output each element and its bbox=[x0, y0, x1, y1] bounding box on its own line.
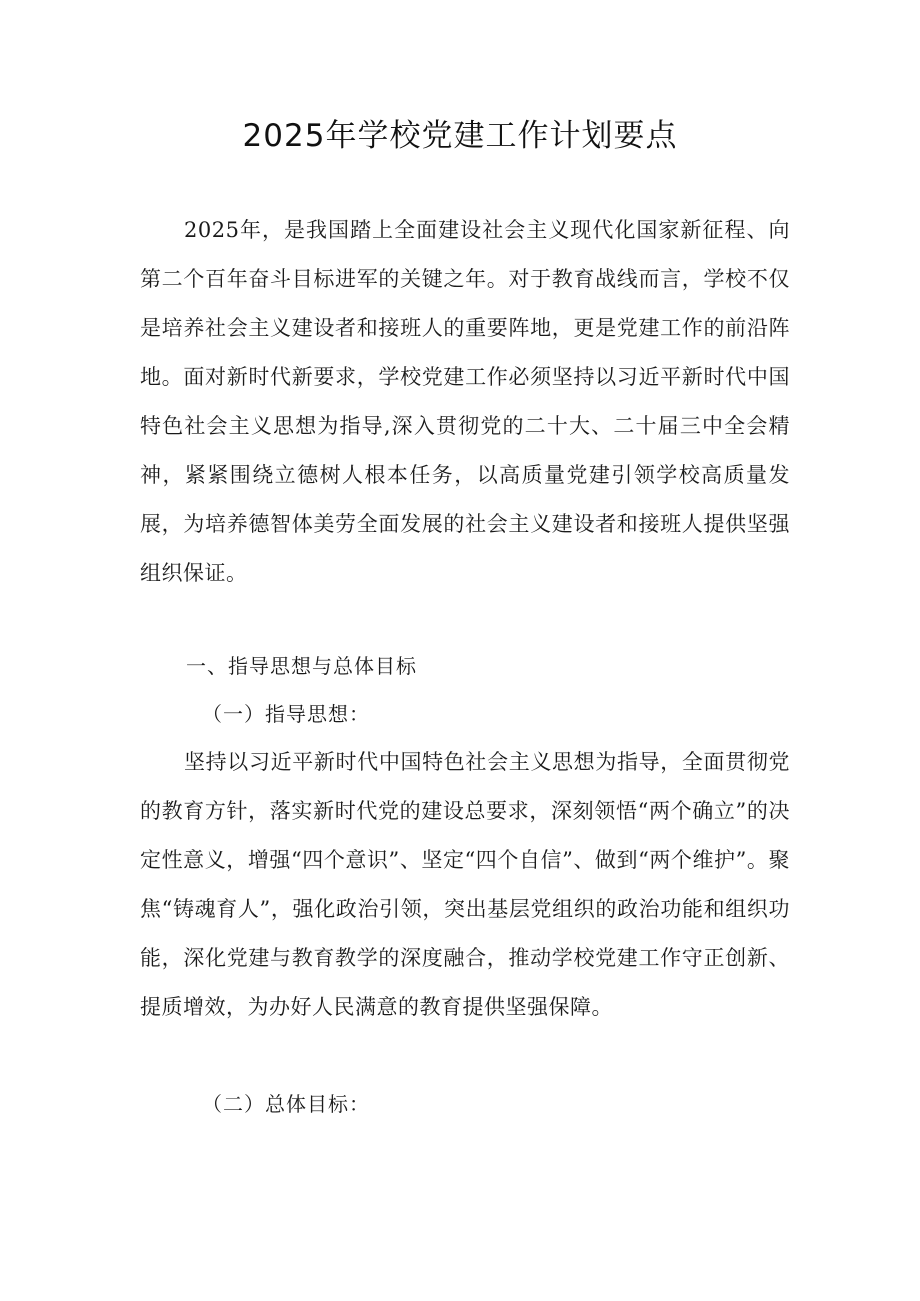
intro-paragraph: 2025年，是我国踏上全面建设社会主义现代化国家新征程、向第二个百年奋斗目标进军的关键之年。对于教育战线而言，学校不仅是培养社会主义建设者和接班人的重要阵地，更是党建工作的前沿阵地。面对新时代新要求，学校党建工作必须坚持以习近平新时代中国特色社会主义思想为指导,深入贯彻党的二十大、二十届三中全会精神，紧紧围绕立德树人根本任务，以高质量党建引领学校高质量发展，为培养德智体美劳全面发展的社会主义建设者和接班人提供坚强组织保证。 bbox=[140, 218, 790, 585]
section-heading-guiding-ideology-and-goals: 一、指导思想与总体目标 bbox=[186, 654, 417, 678]
guiding-ideology-paragraph: 坚持以习近平新时代中国特色社会主义思想为指导，全面贯彻党的教育方针，落实新时代党的建设总要求，深刻领悟“两个确立”的决定性意义，增强“四个意识”、坚定“四个自信”、做到“两个维护”。聚焦“铸魂育人”，强化政治引领，突出基层党组织的政治功能和组织功能，深化党建与教育教学的深度融合，推动学校党建工作守正创新、提质增效，为办好人民满意的教育提供坚强保障。 bbox=[140, 750, 790, 1019]
subsection-heading-guiding-ideology: （一）指导思想： bbox=[202, 702, 370, 726]
document-title: 2025年学校党建工作计划要点 bbox=[242, 118, 678, 154]
subsection-heading-overall-goals: （二）总体目标： bbox=[202, 1092, 370, 1116]
